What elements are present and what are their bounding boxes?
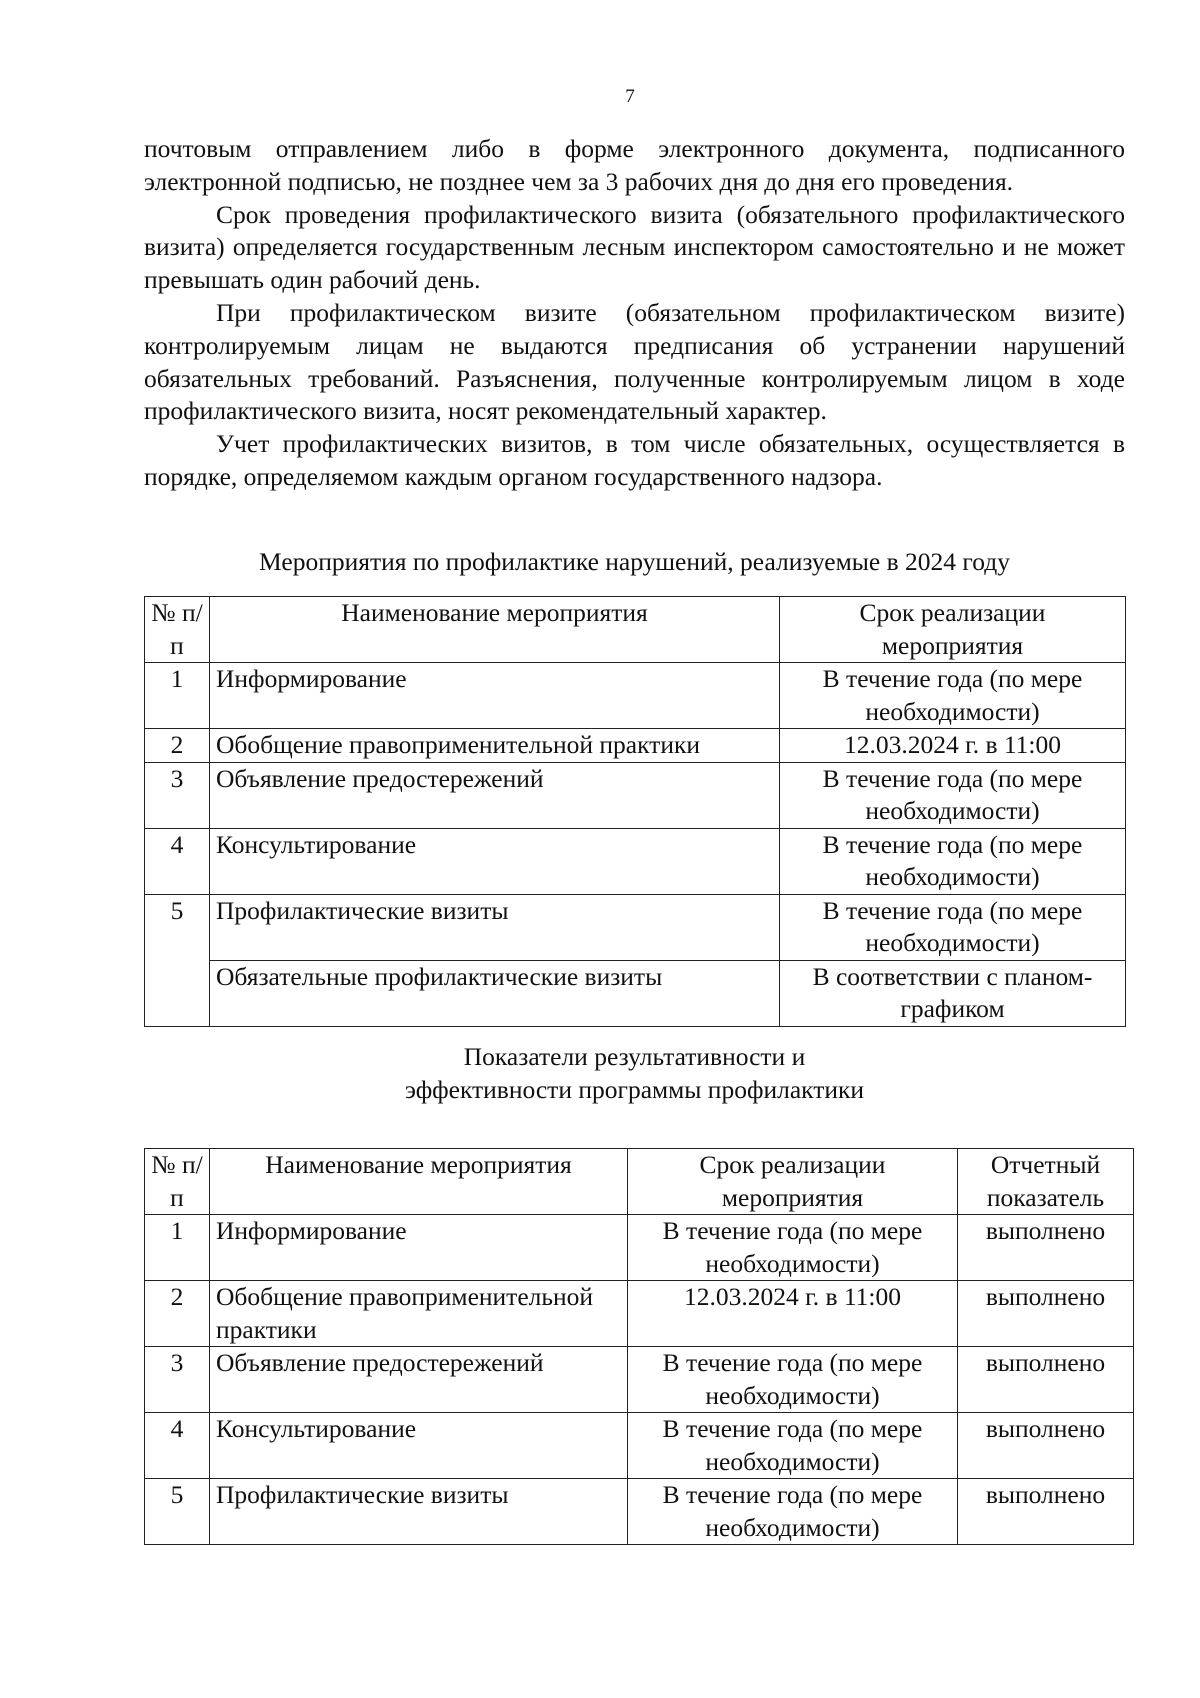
row-term: 12.03.2024 г. в 11:00 — [780, 729, 1126, 763]
paragraph-visit-accounting: Учет профилактических визитов, в том числе обязательных, осуществляется в порядке, определяемом каждым органом государственного надзора. — [144, 429, 1125, 491]
row-term: 12.03.2024 г. в 11:00 — [628, 1281, 958, 1347]
row-term: В течение года (по мере необходимости) — [628, 1479, 958, 1545]
row-term: В течение года (по мере необходимости) — [780, 828, 1126, 894]
table-row — [145, 663, 1126, 729]
row-term: В течение года (по мере необходимости) — [780, 663, 1126, 729]
indicators-table — [144, 1148, 1134, 1545]
paragraph-visit-duration: Срок проведения профилактического визита (обязательного профилактического визита) определяется государственным лесным инспектором самостоятельно и не может превышать один рабочий день. — [144, 199, 1125, 295]
row-name: Обобщение правоприменительной практики — [210, 1281, 628, 1347]
row-num: 3 — [145, 1347, 210, 1413]
row-term: В течение года (по мере необходимости) — [628, 1347, 958, 1413]
row-name: Объявление предостережений — [210, 1347, 628, 1413]
row-name: Обобщение правоприменительной практики — [210, 729, 780, 763]
header-num: № п/п — [145, 597, 210, 663]
table-row — [145, 1413, 1134, 1479]
row-term: В течение года (по мере необходимости) — [628, 1215, 958, 1281]
row-report: выполнено — [958, 1215, 1134, 1281]
header-name: Наименование мероприятия — [210, 1149, 628, 1215]
row-num: 4 — [145, 828, 210, 894]
paragraph-continuation: почтовым отправлением либо в форме электронного документа, подписанного электронной подписью, не позднее чем за 3 рабочих дня до дня его проведения. — [144, 134, 1125, 196]
table-row — [145, 960, 1126, 1026]
row-name: Обязательные профилактические визиты — [210, 960, 780, 1026]
table-row — [145, 1347, 1134, 1413]
table-row — [145, 762, 1126, 828]
row-num: 2 — [145, 729, 210, 763]
table-row — [145, 828, 1126, 894]
table2-caption-line1: Показатели результативности и — [463, 1042, 806, 1071]
row-name: Информирование — [210, 1215, 628, 1281]
row-num: 5 — [145, 1479, 210, 1545]
row-term: В течение года (по мере необходимости) — [780, 894, 1126, 960]
row-num: 2 — [145, 1281, 210, 1347]
header-term: Срок реализации мероприятия — [780, 597, 1126, 663]
row-term: В соответствии с планом-графиком — [780, 960, 1126, 1026]
row-name: Профилактические визиты — [210, 1479, 628, 1545]
row-report: выполнено — [958, 1347, 1134, 1413]
page-number: 7 — [625, 86, 635, 107]
row-term: В течение года (по мере необходимости) — [628, 1413, 958, 1479]
paragraph-visit-rules: При профилактическом визите (обязательном профилактическом визите) контролируемым лицам не выдаются предписания об устранении нарушений обязательных требований. Разъяснения, полученные контролируемым лицом в ходе профилактического визита, носят рекомендательный характер. — [144, 297, 1125, 426]
header-report: Отчетный показатель — [958, 1149, 1134, 1215]
row-num: 1 — [145, 663, 210, 729]
row-name: Объявление предостережений — [210, 762, 780, 828]
row-num: 4 — [145, 1413, 210, 1479]
table2-caption-line2: эффективности программы профилактики — [404, 1075, 865, 1104]
body-text — [144, 133, 1125, 494]
table1-caption: Мероприятия по профилактике нарушений, реализуемые в 2024 году — [259, 547, 1010, 576]
row-report: выполнено — [958, 1413, 1134, 1479]
row-term: В течение года (по мере необходимости) — [780, 762, 1126, 828]
row-name: Консультирование — [210, 1413, 628, 1479]
row-name: Консультирование — [210, 828, 780, 894]
table-row — [145, 729, 1126, 763]
table-row — [145, 1281, 1134, 1347]
row-num: 1 — [145, 1215, 210, 1281]
table-header-row — [145, 597, 1126, 663]
table-row — [145, 1215, 1134, 1281]
row-num: 3 — [145, 762, 210, 828]
row-name: Информирование — [210, 663, 780, 729]
measures-table — [144, 596, 1126, 1027]
header-term: Срок реализации мероприятия — [628, 1149, 958, 1215]
row-num: 5 — [145, 894, 210, 1026]
header-num: № п/п — [145, 1149, 210, 1215]
row-report: выполнено — [958, 1479, 1134, 1545]
table-row — [145, 894, 1126, 960]
table-header-row — [145, 1149, 1134, 1215]
header-name: Наименование мероприятия — [210, 597, 780, 663]
row-report: выполнено — [958, 1281, 1134, 1347]
row-name: Профилактические визиты — [210, 894, 780, 960]
table-row — [145, 1479, 1134, 1545]
